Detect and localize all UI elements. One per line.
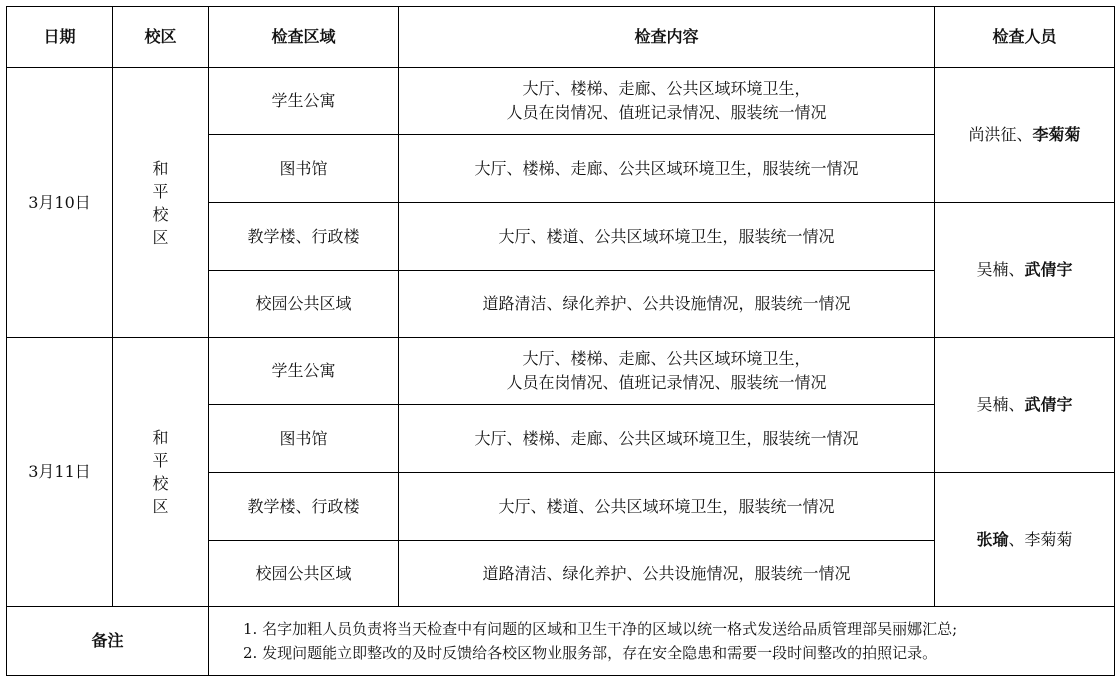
content-cell: 大厅、楼道、公共区域环境卫生，服装统一情况 <box>399 203 935 271</box>
campus-char: 平 <box>152 181 169 201</box>
schedule-table-wrap <box>6 6 1115 676</box>
remark-line: 1. 名字加粗人员负责将当天检查中有问题的区域和卫生干净的区域以统一格式发送给品质管理部吴丽娜汇总; <box>243 620 958 638</box>
area-cell: 图书馆 <box>209 135 399 203</box>
date-cell: 3月10日 <box>7 68 113 338</box>
campus-cell <box>113 338 209 607</box>
staff-name: 吴楠、 <box>976 260 1025 279</box>
staff-lead-name: 李菊菊 <box>1032 125 1081 144</box>
area-cell: 学生公寓 <box>209 68 399 135</box>
area-cell: 教学楼、行政楼 <box>209 203 399 271</box>
staff-cell <box>935 473 1115 607</box>
campus-char: 和 <box>152 428 169 447</box>
area-cell: 学生公寓 <box>209 338 399 405</box>
staff-name: 、李菊菊 <box>1008 529 1073 549</box>
area-cell: 校园公共区域 <box>209 271 399 338</box>
area-cell: 图书馆 <box>209 405 399 473</box>
table-row <box>7 68 1115 135</box>
campus-char: 和 <box>152 158 169 178</box>
staff-lead-name: 武倩宇 <box>1024 395 1073 414</box>
header-content: 检查内容 <box>399 7 935 68</box>
campus-char: 平 <box>152 451 169 470</box>
campus-char: 区 <box>152 497 169 516</box>
campus-char: 校 <box>152 204 169 224</box>
content-line: 人员在岗情况、值班记录情况、服装统一情况 <box>506 373 827 392</box>
staff-name: 吴楠、 <box>976 395 1025 414</box>
header-staff: 检查人员 <box>935 7 1115 68</box>
staff-lead-name: 张瑜 <box>976 529 1009 549</box>
header-campus: 校区 <box>113 7 209 68</box>
content-cell: 大厅、楼梯、走廊、公共区域环境卫生，服装统一情况 <box>399 135 935 203</box>
area-cell: 校园公共区域 <box>209 541 399 607</box>
campus-char: 区 <box>152 227 169 247</box>
content-cell: 道路清洁、绿化养护、公共设施情况，服装统一情况 <box>399 541 935 607</box>
staff-lead-name: 武倩宇 <box>1024 260 1073 279</box>
table-row <box>7 338 1115 405</box>
campus-cell <box>113 68 209 338</box>
content-line: 大厅、楼梯、走廊、公共区域环境卫生， <box>522 79 811 98</box>
date-cell: 3月11日 <box>7 338 113 607</box>
header-area: 检查区域 <box>209 7 399 68</box>
staff-name: 尚洪征、 <box>968 125 1033 144</box>
content-cell: 道路清洁、绿化养护、公共设施情况，服装统一情况 <box>399 271 935 338</box>
remarks-label: 备注 <box>7 607 209 676</box>
remarks-row <box>7 607 1115 676</box>
content-cell: 大厅、楼梯、走廊、公共区域环境卫生，服装统一情况 <box>399 405 935 473</box>
staff-cell <box>935 68 1115 203</box>
staff-cell <box>935 203 1115 338</box>
remarks-text <box>209 607 1115 676</box>
content-line: 大厅、楼梯、走廊、公共区域环境卫生， <box>522 349 811 368</box>
header-date: 日期 <box>7 7 113 68</box>
campus-char: 校 <box>152 474 169 493</box>
staff-cell <box>935 338 1115 473</box>
content-cell: 大厅、楼道、公共区域环境卫生，服装统一情况 <box>399 473 935 541</box>
inspection-schedule-table <box>6 6 1115 676</box>
content-cell <box>399 338 935 405</box>
remark-line: 2. 发现问题能立即整改的及时反馈给各校区物业服务部，存在安全隐患和需要一段时间整改的拍照记录。 <box>243 644 938 662</box>
content-cell <box>399 68 935 135</box>
header-row <box>7 7 1115 68</box>
area-cell: 教学楼、行政楼 <box>209 473 399 541</box>
content-line: 人员在岗情况、值班记录情况、服装统一情况 <box>506 103 827 122</box>
